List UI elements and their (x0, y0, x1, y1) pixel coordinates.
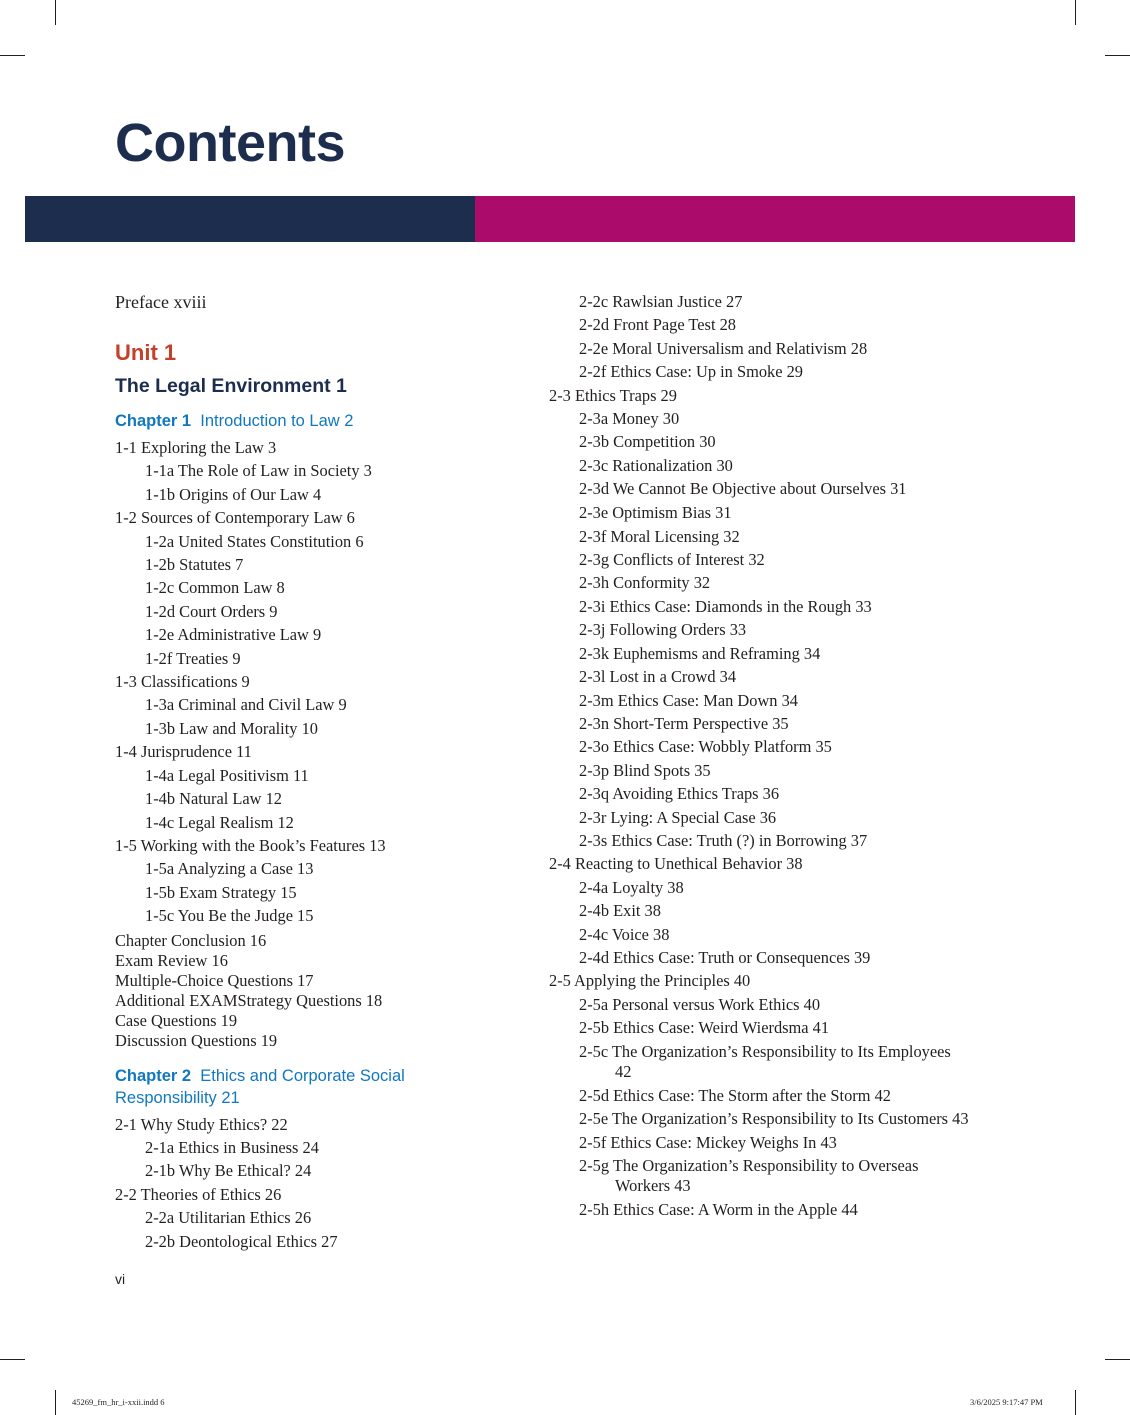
toc-subsection-entry[interactable]: 1-2c Common Law 8 (145, 578, 285, 598)
toc-section-entry[interactable]: 2-5 Applying the Principles 40 (549, 971, 751, 991)
unit-number: Unit 1 (115, 340, 177, 365)
toc-subsection-entry[interactable]: 2-5f Ethics Case: Mickey Weighs In 43 (579, 1133, 837, 1152)
toc-subsection-entry[interactable]: 1-1b Origins of Our Law 4 (145, 484, 322, 504)
toc-subsection-entry[interactable]: 2-4d Ethics Case: Truth or Consequences 39 (579, 947, 871, 967)
crop-mark (0, 1359, 25, 1360)
page-number: vi (115, 1271, 126, 1287)
toc-subsection-entry[interactable]: 2-3r Lying: A Special Case 36 (579, 807, 777, 827)
toc-subsection-entry[interactable]: 2-2f Ethics Case: Up in Smoke 29 (579, 362, 803, 382)
toc-subsection-entry[interactable]: 2-3j Following Orders 33 (579, 620, 747, 640)
toc-subsection-entry[interactable]: 2-3n Short-Term Perspective 35 (579, 713, 789, 733)
toc-subsection-entry[interactable]: 1-1a The Role of Law in Society 3 (145, 461, 372, 481)
toc-section-entry[interactable]: 1-3 Classifications 9 (115, 672, 250, 692)
toc-section-entry[interactable]: 1-1 Exploring the Law 3 (115, 438, 277, 457)
toc-subsection-entry[interactable]: 1-4a Legal Positivism 11 (145, 765, 309, 785)
toc-subsection-entry[interactable]: 2-3i Ethics Case: Diamonds in the Rough 33 (579, 596, 872, 616)
crop-mark (1075, 0, 1076, 25)
toc-subsection-entry[interactable]: 2-5g The Organization’s Responsibility to Overseas Workers 43 (579, 1156, 919, 1196)
chapter-label: Chapter 1 (115, 412, 192, 430)
toc-subsection-entry[interactable]: 2-5c The Organization’s Responsibility to Its Employees 42 (579, 1041, 951, 1081)
toc-subsection-entry[interactable]: 2-3o Ethics Case: Wobbly Platform 35 (579, 737, 832, 757)
toc-endmatter-entry[interactable]: Additional EXAMStrategy Questions 18 (115, 990, 383, 1010)
toc-subsection-entry[interactable]: 2-3g Conflicts of Interest 32 (579, 550, 765, 570)
page-title: Contents (115, 113, 345, 173)
toc-subsection-entry[interactable]: 2-1b Why Be Ethical? 24 (145, 1161, 312, 1181)
toc-subsection-entry[interactable]: 2-3p Blind Spots 35 (579, 760, 711, 780)
toc-subsection-entry[interactable]: 1-5b Exam Strategy 15 (145, 882, 297, 902)
chapter-2-heading[interactable] (115, 1065, 475, 1109)
chapter-title: Introduction to Law 2 (200, 412, 354, 430)
toc-section-entry[interactable]: 2-4 Reacting to Unethical Behavior 38 (549, 854, 803, 874)
crop-mark (1105, 55, 1130, 56)
toc-subsection-entry[interactable]: 2-3s Ethics Case: Truth (?) in Borrowing 37 (579, 830, 868, 850)
toc-subsection-entry[interactable]: 2-5e The Organization’s Responsibility to Its Customers 43 (579, 1109, 969, 1128)
toc-preface-entry[interactable]: Preface xviii (115, 292, 207, 312)
toc-subsection-entry[interactable]: 2-5d Ethics Case: The Storm after the Storm 42 (579, 1085, 891, 1105)
toc-subsection-entry[interactable]: 2-2b Deontological Ethics 27 (145, 1231, 338, 1251)
chapter-label: Chapter 2 (115, 1066, 192, 1085)
chapter-1-heading[interactable] (115, 410, 475, 432)
toc-endmatter-entry[interactable]: Multiple-Choice Questions 17 (115, 970, 314, 990)
toc-subsection-entry[interactable]: 2-2d Front Page Test 28 (579, 315, 736, 335)
toc-subsection-entry[interactable]: 2-3c Rationalization 30 (579, 455, 733, 475)
toc-endmatter-entry[interactable]: Exam Review 16 (115, 950, 228, 970)
toc-subsection-entry[interactable]: 2-2a Utilitarian Ethics 26 (145, 1208, 312, 1228)
toc-section-entry[interactable]: 2-3 Ethics Traps 29 (549, 385, 677, 405)
toc-subsection-entry[interactable]: 1-4c Legal Realism 12 (145, 812, 294, 832)
toc-subsection-entry[interactable]: 1-3b Law and Morality 10 (145, 718, 318, 738)
toc-subsection-entry[interactable]: 1-2a United States Constitution 6 (145, 531, 364, 551)
toc-subsection-entry[interactable]: 2-5a Personal versus Work Ethics 40 (579, 994, 821, 1014)
toc-subsection-entry[interactable]: 2-5b Ethics Case: Weird Wierdsma 41 (579, 1018, 830, 1038)
toc-right-column (549, 290, 969, 1222)
toc-subsection-entry[interactable]: 2-4a Loyalty 38 (579, 877, 684, 897)
toc-section-entry[interactable]: 2-1 Why Study Ethics? 22 (115, 1114, 288, 1134)
toc-subsection-entry[interactable]: 2-3d We Cannot Be Objective about Ourselves 31 (579, 479, 907, 499)
header-band-navy (25, 196, 475, 242)
toc-section-entry[interactable]: 2-2 Theories of Ethics 26 (115, 1184, 282, 1204)
toc-endmatter-entry[interactable]: Discussion Questions 19 (115, 1030, 278, 1050)
unit-title[interactable]: The Legal Environment 1 (115, 375, 347, 397)
toc-subsection-entry[interactable]: 2-5h Ethics Case: A Worm in the Apple 44 (579, 1200, 858, 1220)
toc-subsection-entry[interactable]: 1-4b Natural Law 12 (145, 789, 282, 809)
toc-subsection-entry[interactable]: 2-3k Euphemisms and Reframing 34 (579, 643, 821, 663)
chapter-title: Ethics and Corporate Social (200, 1066, 405, 1085)
toc-subsection-entry[interactable]: 2-3a Money 30 (579, 409, 680, 429)
toc-subsection-entry[interactable]: 1-5c You Be the Judge 15 (145, 906, 314, 926)
crop-mark (1075, 1390, 1076, 1415)
toc-subsection-entry[interactable]: 1-2d Court Orders 9 (145, 601, 278, 621)
chapter-2-entries (115, 1113, 475, 1253)
toc-subsection-entry[interactable]: 2-1a Ethics in Business 24 (145, 1137, 319, 1157)
toc-subsection-entry[interactable]: 1-2b Statutes 7 (145, 555, 244, 575)
toc-subsection-entry[interactable]: 2-4c Voice 38 (579, 924, 670, 944)
toc-subsection-entry[interactable]: 2-3q Avoiding Ethics Traps 36 (579, 784, 780, 804)
toc-subsection-entry[interactable]: 2-3m Ethics Case: Man Down 34 (579, 690, 798, 710)
toc-section-entry[interactable]: 1-4 Jurisprudence 11 (115, 742, 252, 762)
toc-subsection-entry[interactable]: 2-3f Moral Licensing 32 (579, 526, 740, 546)
crop-mark (1105, 1359, 1130, 1360)
crop-mark (0, 55, 25, 56)
slug-timestamp: 3/6/2025 9:17:47 PM (970, 1397, 1043, 1407)
toc-left-column (115, 290, 475, 1253)
toc-subsection-entry[interactable]: 1-2f Treaties 9 (145, 648, 241, 668)
crop-mark (55, 0, 56, 25)
toc-section-entry[interactable]: 1-5 Working with the Book’s Features 13 (115, 835, 386, 855)
toc-subsection-entry[interactable]: 1-5a Analyzing a Case 13 (145, 859, 314, 879)
toc-subsection-entry[interactable]: 2-3b Competition 30 (579, 432, 716, 452)
toc-section-entry[interactable]: 1-2 Sources of Contemporary Law 6 (115, 508, 355, 528)
toc-endmatter-entry[interactable]: Chapter Conclusion 16 (115, 930, 267, 950)
toc-subsection-entry[interactable]: 2-3h Conformity 32 (579, 573, 711, 593)
chapter-title-line2: Responsibility 21 (115, 1088, 240, 1107)
chapter-1-endmatter (115, 931, 475, 1051)
toc-subsection-entry[interactable]: 2-2e Moral Universalism and Relativism 28 (579, 338, 868, 358)
toc-subsection-entry[interactable]: 2-4b Exit 38 (579, 901, 661, 921)
crop-mark (55, 1390, 56, 1415)
toc-subsection-entry[interactable]: 1-2e Administrative Law 9 (145, 625, 322, 645)
toc-endmatter-entry[interactable]: Case Questions 19 (115, 1010, 238, 1030)
toc-subsection-entry[interactable]: 2-3l Lost in a Crowd 34 (579, 667, 737, 687)
slug-filename: 45269_fm_hr_i-xxii.indd 6 (72, 1397, 165, 1407)
header-band-magenta (475, 196, 1075, 242)
chapter-1-entries (115, 436, 475, 928)
toc-subsection-entry[interactable]: 2-2c Rawlsian Justice 27 (579, 292, 743, 311)
toc-subsection-entry[interactable]: 1-3a Criminal and Civil Law 9 (145, 695, 347, 715)
toc-subsection-entry[interactable]: 2-3e Optimism Bias 31 (579, 503, 732, 523)
